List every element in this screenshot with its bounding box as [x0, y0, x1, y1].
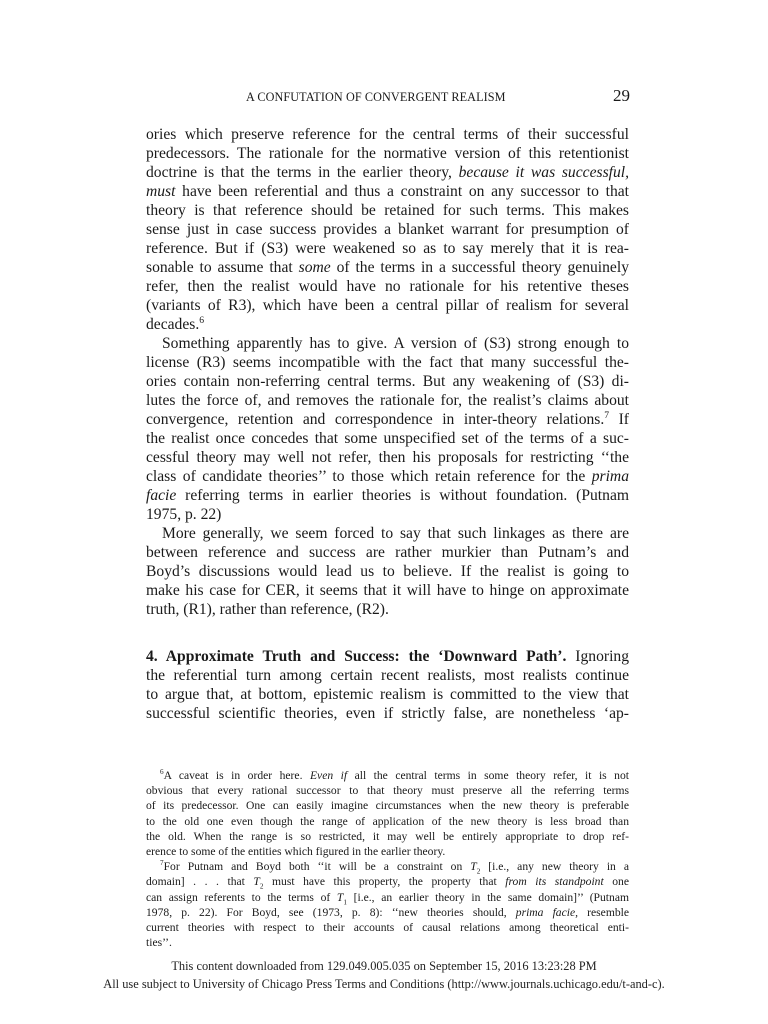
text-segment: of its predecessor. One can easily imagine circumstances when the new theory is preferable [146, 799, 629, 813]
footnote-line [146, 920, 629, 935]
text-segment: have been referential and thus a constraint on any successor to that [175, 183, 629, 200]
text-segment: successful scientific theories, even if strictly false, are nonetheless ‘ap- [146, 705, 629, 722]
text-segment: Something apparently has to give. A version of (S3) strong enough to [162, 335, 629, 352]
text-segment: lutes the force of, and removes the rationale for, the realist’s claims about [146, 392, 629, 409]
text-segment: resemble [578, 905, 630, 919]
text-line [146, 163, 629, 182]
text-line [146, 372, 629, 391]
text-segment: must have this property, the property that [263, 875, 506, 889]
text-segment: theory is that reference should be retained for such terms. This makes [146, 202, 629, 219]
text-segment: domain] . . . that [146, 875, 254, 889]
text-line [146, 296, 629, 315]
text-segment: For Putnam and Boyd both ‘‘it will be a constraint on [163, 860, 471, 874]
text-segment: from its standpoint [505, 875, 604, 889]
text-segment: Ignoring [566, 648, 629, 665]
text-segment: 1 [343, 897, 347, 906]
text-segment: 1978, p. 22). For Boyd, see (1973, p. 8): ‘‘new theories should, [146, 905, 516, 919]
text-segment: make his case for CER, it seems that it will have to hinge on approximate [146, 582, 629, 599]
text-segment: erence to some of the entities which figured in the earlier theory. [146, 844, 446, 858]
text-segment: prima [591, 468, 629, 485]
text-line [146, 391, 629, 410]
text-segment: More generally, we seem forced to say that such linkages as there are [162, 525, 629, 542]
text-segment: refer, then the realist would have no rationale for his retentive theses [146, 278, 629, 295]
text-segment: the realist once concedes that some unspecified set of the terms of a suc- [146, 430, 629, 447]
text-segment: referring terms in earlier theories is without foundation. (Putnam [176, 487, 629, 504]
running-header [146, 88, 630, 108]
text-line [146, 600, 629, 619]
footnote-line [146, 829, 629, 844]
text-segment: sonable to assume that [146, 259, 299, 276]
section-heading-line [146, 647, 629, 666]
text-segment: of the terms in a successful theory genuinely [330, 259, 629, 276]
text-segment: class of candidate theories’’ to those which retain reference for the [146, 468, 592, 485]
text-line [146, 220, 629, 239]
text-line [146, 448, 629, 467]
text-segment: the referential turn among certain recent realists, most realists continue [146, 667, 629, 684]
text-segment: between reference and success are rather murkier than Putnam’s and [146, 544, 629, 561]
text-line [146, 562, 629, 581]
text-segment: cessful theory may well not refer, then his proposals for restricting ‘‘the [146, 449, 629, 466]
text-line [146, 258, 629, 277]
text-segment: to the old one even though the range of application of the new theory is less broad than [146, 814, 629, 828]
text-segment: Boyd’s discussions would lead us to believe. If the realist is going to [146, 563, 629, 580]
footnote-line [146, 768, 629, 783]
footnote-line [146, 874, 629, 889]
text-line [146, 666, 629, 685]
main-text [146, 125, 629, 723]
footnote-marker: 7 [160, 859, 164, 868]
footnote-marker: 6 [160, 768, 164, 777]
text-segment: predecessors. The rationale for the normative version of this retentionist [146, 145, 629, 162]
text-segment: decades. [146, 316, 200, 333]
terms-notice: All use subject to University of Chicago Press Terms and Conditions (http://www.journals.uchicago.edu/t-and-c). [103, 977, 665, 991]
text-segment: convergence, retention and correspondence in inter-theory relations. [146, 411, 605, 428]
text-segment: doctrine is that the terms in the earlier theory, [146, 164, 459, 181]
running-title: A CONFUTATION OF CONVERGENT REALISM [246, 90, 506, 104]
text-line [146, 543, 629, 562]
text-segment: truth, (R1), rather than reference, (R2). [146, 601, 389, 618]
text-segment: [i.e., any new theory in a [480, 860, 629, 874]
text-line [146, 704, 629, 723]
text-segment: ories contain non-referring central terms. But any weakening of (S3) di- [146, 373, 629, 390]
text-line [146, 201, 629, 220]
text-line [146, 239, 629, 258]
text-line [146, 505, 629, 524]
footnote-marker: 6 [199, 314, 205, 326]
text-line [146, 486, 629, 505]
footnote-line [146, 798, 629, 813]
text-segment: T [253, 875, 260, 889]
footnote-line [146, 935, 629, 950]
download-footer [0, 957, 768, 993]
text-segment: reference. But if (S3) were weakened so as to say merely that it is rea- [146, 240, 629, 257]
text-segment: the old. When the range is so restricted, it may well be entirely appropriate to drop ref- [146, 829, 629, 843]
page-number: 29 [613, 86, 630, 105]
text-segment: T [336, 890, 344, 904]
text-segment: sense just in case success provides a blanket warrant for presumption of [146, 221, 629, 238]
text-segment: must [146, 183, 176, 200]
text-segment: 1975, p. 22) [146, 506, 222, 523]
text-segment: current theories with respect to their accounts of causal relations among theoretical enti- [146, 920, 629, 934]
text-segment: facie [146, 487, 177, 504]
text-segment: ories which preserve reference for the central terms of their successful [146, 126, 629, 143]
text-segment: Even if [309, 769, 348, 782]
download-notice: This content downloaded from 129.049.005.035 on September 15, 2016 13:23:28 PM [171, 959, 597, 973]
text-segment: [i.e., an earlier theory in the same domain]’’ (Putnam [346, 890, 629, 904]
text-line [146, 277, 629, 296]
text-line [146, 685, 629, 704]
text-segment: all the central terms in some theory refer, it is not [347, 769, 629, 782]
text-segment: license (R3) seems incompatible with the fact that many successful the- [146, 354, 629, 371]
text-segment: because it was successful, [458, 164, 629, 181]
text-line [146, 581, 629, 600]
text-line [146, 353, 629, 372]
text-line [146, 182, 629, 201]
footnote-line [146, 844, 629, 859]
text-segment: to argue that, at bottom, epistemic realism is committed to the view that [146, 686, 629, 703]
section-heading: 4. Approximate Truth and Success: the ‘Downward Path’. [146, 648, 567, 665]
text-line [146, 410, 629, 429]
footnote-line [146, 905, 629, 920]
text-segment: can assign referents to the terms of [146, 890, 337, 904]
text-segment: If [609, 411, 629, 428]
text-line [146, 467, 629, 486]
footnotes [146, 768, 629, 950]
text-segment: some [298, 259, 331, 276]
text-segment: (variants of R3), which have been a central pillar of realism for several [146, 297, 629, 314]
text-line [146, 125, 629, 144]
footnote-line [146, 783, 629, 798]
text-segment: A caveat is in order here. [163, 769, 310, 782]
text-line [146, 429, 629, 448]
footnote-line [146, 814, 629, 829]
text-line [146, 144, 629, 163]
text-line [146, 334, 629, 353]
text-line [146, 315, 629, 334]
text-segment: T [470, 860, 477, 874]
text-segment: obvious that every rational successor to that theory must preserve all the referring terms [146, 784, 629, 798]
text-segment: prima facie, [515, 905, 579, 919]
text-segment: one [603, 875, 629, 889]
footnote-line [146, 859, 629, 874]
text-segment: ties’’. [146, 936, 172, 950]
footnote-marker: 7 [604, 409, 610, 421]
text-line [146, 524, 629, 543]
footnote-line [146, 890, 629, 905]
text-segment: 2 [476, 867, 481, 876]
text-segment: 2 [259, 882, 264, 891]
